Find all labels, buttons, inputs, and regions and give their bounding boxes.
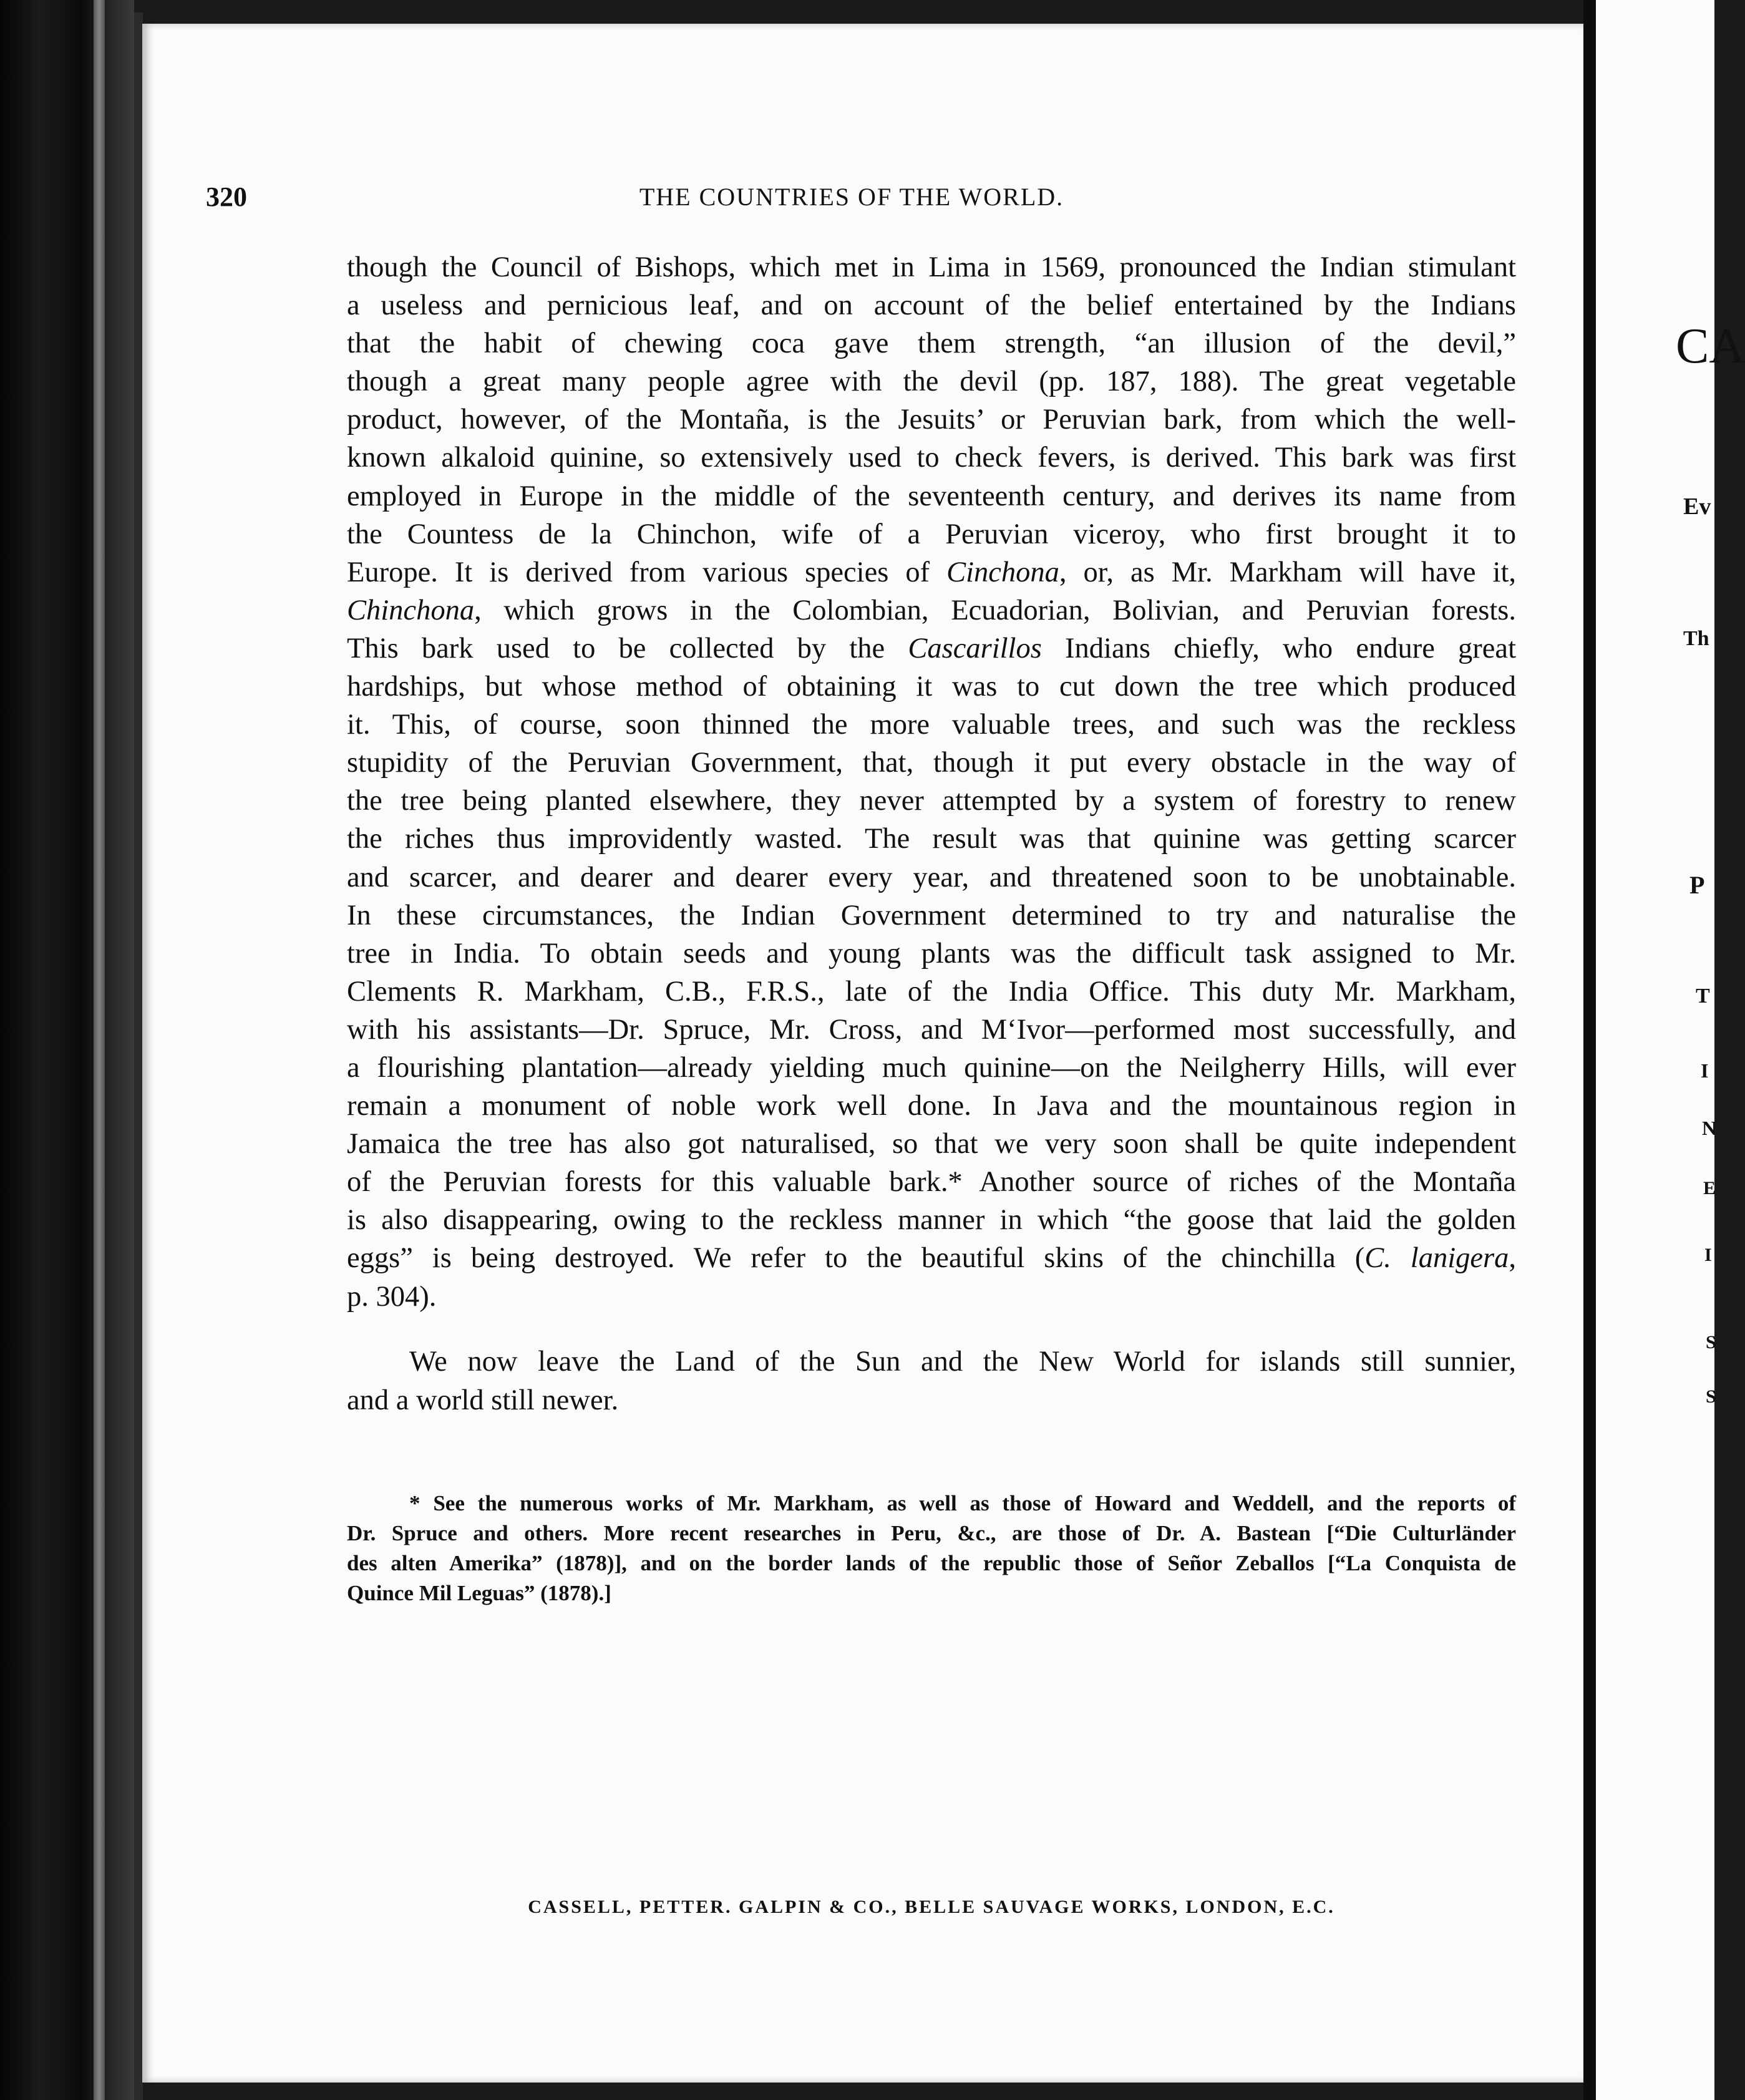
adjacent-fragment: S [1706, 1332, 1716, 1353]
text-line: and scarcer, and dearer and dearer every year, and threatened soon to be unobtainable. [347, 861, 1516, 893]
text-line: hardships, but whose method of obtaining it was to cut down the tree which produced [347, 671, 1516, 703]
text-line: with his assistants—Dr. Spruce, Mr. Cross, and M‘Ivor—performed most successfully, and [347, 1013, 1516, 1046]
scan-left-margin [0, 0, 134, 2100]
printer-imprint: CASSELL, PETTER. GALPIN & CO., BELLE SAUVAGE WORKS, LONDON, E.C. [528, 1897, 1335, 1917]
text-line: employed in Europe in the middle of the seventeenth century, and derives its name from [347, 480, 1516, 512]
text-line: Jamaica the tree has also got naturalised, so that we very soon shall be quite independent [347, 1128, 1516, 1160]
adjacent-fragment: S [1706, 1386, 1716, 1407]
text-line: known alkaloid quinine, so extensively used to check fevers, is derived. This bark was first [347, 442, 1516, 474]
binding-strip [94, 0, 105, 2100]
adjacent-fragment: CA [1676, 319, 1745, 374]
text-line: and a world still newer. [347, 1384, 619, 1416]
adjacent-page [1596, 0, 1745, 2100]
text-line: des alten Amerika” (1878)], and on the border lands of the republic those of Señor Zeballos [“La Conquista de [347, 1551, 1516, 1575]
running-head: THE COUNTRIES OF THE WORLD. [639, 183, 1064, 211]
text-line: Europe. It is derived from various species of Cinchona, or, as Mr. Markham will have it, [347, 556, 1517, 588]
text-line: the Countess de la Chinchon, wife of a Peruvian viceroy, who first brought it to [347, 518, 1516, 550]
page-gutter [1583, 0, 1596, 2100]
body-paragraph [347, 248, 1516, 1316]
closing-paragraph [347, 1343, 1516, 1420]
page-header [206, 181, 1516, 218]
text-line: tree in India. To obtain seeds and young plants was the difficult task assigned to Mr. [347, 937, 1516, 970]
text-line: is also disappearing, owing to the reckless manner in which “the goose that laid the golden [347, 1204, 1516, 1237]
adjacent-fragment: T [1696, 984, 1710, 1008]
page-number: 320 [206, 182, 247, 212]
adjacent-fragment: Ev [1683, 493, 1711, 520]
text-line: This bark used to be collected by the Cascarillos Indians chiefly, who endure great [347, 632, 1516, 664]
text-line: p. 304). [347, 1280, 437, 1313]
text-line: We now leave the Land of the Sun and the New World for islands still sunnier, [409, 1346, 1516, 1378]
text-line: In these circumstances, the Indian Government determined to try and naturalise the [347, 899, 1516, 931]
text-line: Dr. Spruce and others. More recent researches in Peru, &c., are those of Dr. A. Bastean [“Die Culturländer [347, 1521, 1516, 1545]
adjacent-fragment: Th [1683, 627, 1709, 650]
text-line: the tree being planted elsewhere, they never attempted by a system of forestry to renew [347, 785, 1516, 817]
text-line: stupidity of the Peruvian Government, that, though it put every obstacle in the way of [347, 747, 1516, 779]
text-line: though the Council of Bishops, which met in Lima in 1569, pronounced the Indian stimulant [347, 251, 1516, 283]
adjacent-fragment: P [1689, 871, 1705, 899]
text-line: though a great many people agree with the devil (pp. 187, 188). The great vegetable [347, 366, 1516, 398]
text-line: * See the numerous works of Mr. Markham, as well as those of Howard and Weddell, and the reports of [409, 1491, 1516, 1515]
text-line: Quince Mil Leguas” (1878).] [347, 1581, 611, 1605]
footnote [347, 1489, 1516, 1608]
text-line: it. This, of course, soon thinned the more valuable trees, and such was the reckless [347, 709, 1516, 741]
text-line: eggs” is being destroyed. We refer to the beautiful skins of the chinchilla (C. lanigera, [347, 1242, 1516, 1275]
text-line: a flourishing plantation—already yielding much quinine—on the Neilgherry Hills, will ever [347, 1051, 1516, 1084]
text-line: product, however, of the Montaña, is the Jesuits’ or Peruvian bark, from which the well- [347, 404, 1516, 436]
text-line: that the habit of chewing coca gave them strength, “an illusion of the devil,” [347, 328, 1516, 360]
page-edge [134, 12, 143, 2100]
text-line: of the Peruvian forests for this valuable bark.* Another source of riches of the Montaña [347, 1166, 1516, 1198]
text-line: a useless and pernicious leaf, and on account of the belief entertained by the Indians [347, 289, 1516, 322]
text-line: the riches thus improvidently wasted. The result was that quinine was getting scarcer [347, 823, 1516, 855]
adjacent-fragment: I [1704, 1245, 1712, 1265]
adjacent-fragment: N [1702, 1117, 1717, 1139]
text-line: Chinchona, which grows in the Colombian, Ecuadorian, Bolivian, and Peruvian forests. [347, 594, 1516, 626]
adjacent-fragment: I [1701, 1059, 1709, 1082]
adjacent-fragment: E [1703, 1178, 1716, 1198]
text-line: remain a monument of noble work well done. In Java and the mountainous region in [347, 1090, 1516, 1122]
text-line: Clements R. Markham, C.B., F.R.S., late of the India Office. This duty Mr. Markham, [347, 975, 1516, 1008]
